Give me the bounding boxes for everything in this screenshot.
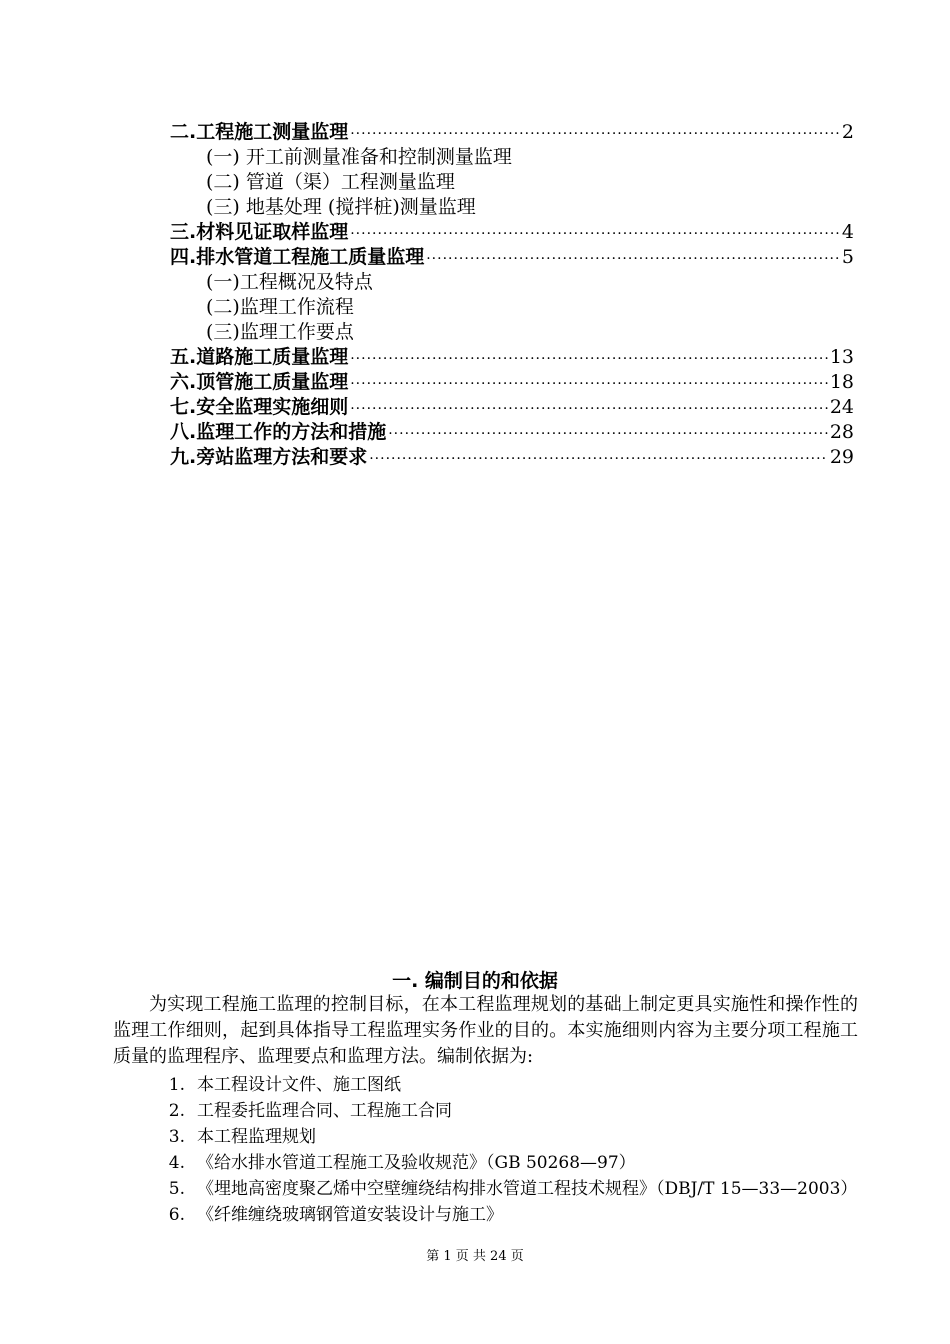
list-item-text: 本工程设计文件、施工图纸 [197,1075,401,1095]
list-item [113,1098,858,1124]
toc-title: 七.安全监理实施细则 [170,396,349,418]
toc-entry[interactable] [170,370,854,395]
list-item [113,1202,858,1228]
toc-leader-dots [388,422,828,447]
list-item-text: 本工程监理规划 [197,1127,316,1147]
toc-page-number: 4 [841,221,854,243]
toc-title: 九.旁站监理方法和要求 [170,446,368,468]
toc-entry[interactable] [170,120,854,145]
list-item [113,1124,858,1150]
toc-leader-dots [350,372,828,397]
list-item-number: 5. [168,1179,185,1199]
toc-leader-dots [350,397,828,422]
toc-entry[interactable] [170,445,854,470]
toc-title: 八.监理工作的方法和措施 [170,421,387,443]
section-heading: 一. 编制目的和依据 [392,970,558,992]
toc-subentry[interactable] [170,170,854,195]
list-item [113,1176,858,1202]
toc-subentry[interactable] [170,145,854,170]
section-body [113,992,858,1228]
toc-entry[interactable] [170,245,854,270]
toc-page-number: 2 [841,121,854,143]
toc-title: 四.排水管道工程施工质量监理 [170,246,425,268]
toc-subentry[interactable] [170,270,854,295]
toc-entry[interactable] [170,220,854,245]
toc-entry[interactable] [170,420,854,445]
table-of-contents [170,120,854,470]
toc-subentry[interactable] [170,195,854,220]
toc-subentry[interactable] [170,295,854,320]
toc-leader-dots [369,447,828,472]
list-item-number: 2. [168,1101,185,1121]
list-item-number: 3. [168,1127,185,1147]
toc-subentry[interactable] [170,320,854,345]
list-item-number: 4. [168,1153,185,1173]
toc-title: 二.工程施工测量监理 [170,121,349,143]
toc-leader-dots [350,222,840,247]
toc-title: 六.顶管施工质量监理 [170,371,349,393]
toc-leader-dots [350,347,828,372]
list-item-text: 《埋地高密度聚乙烯中空壁缠绕结构排水管道工程技术规程》（DBJ/T 15—33—2003） [197,1179,858,1199]
toc-page-number: 29 [829,446,854,468]
toc-title: (二)监理工作流程 [206,296,354,318]
toc-title: 五.道路施工质量监理 [170,346,349,368]
list-item [113,1072,858,1098]
toc-leader-dots [426,247,840,272]
list-item-number: 1. [168,1075,185,1095]
toc-page-number: 24 [829,396,854,418]
list-item-text: 《纤维缠绕玻璃钢管道安装设计与施工》 [197,1205,503,1225]
toc-title: 三.材料见证取样监理 [170,221,349,243]
intro-paragraph: 为实现工程施工监理的控制目标，在本工程监理规划的基础上制定更具实施性和操作性的监理工作细则，起到具体指导工程监理实务作业的目的。本实施细则内容为主要分项工程施工质量的监理程序、监理要点和监理方法。编制依据为: [113,994,858,1067]
list-item-number: 6. [168,1205,185,1225]
toc-entry[interactable] [170,345,854,370]
toc-page-number: 13 [829,346,854,368]
toc-page-number: 28 [829,421,854,443]
list-item [113,1150,858,1176]
toc-page-number: 18 [829,371,854,393]
toc-title: (一)工程概况及特点 [206,271,373,293]
toc-title: (三) 地基处理 (搅拌桩)测量监理 [206,196,476,218]
list-item-text: 《给水排水管道工程施工及验收规范》（GB 50268—97） [197,1153,636,1173]
toc-page-number: 5 [841,246,854,268]
toc-title: (二) 管道（渠）工程测量监理 [206,171,455,193]
page-footer: 第 1 页 共 24 页 [426,1249,524,1264]
toc-leader-dots [350,122,840,147]
basis-list [113,1072,858,1228]
list-item-text: 工程委托监理合同、工程施工合同 [197,1101,452,1121]
toc-title: (三)监理工作要点 [206,321,354,343]
toc-entry[interactable] [170,395,854,420]
toc-title: (一) 开工前测量准备和控制测量监理 [206,146,512,168]
